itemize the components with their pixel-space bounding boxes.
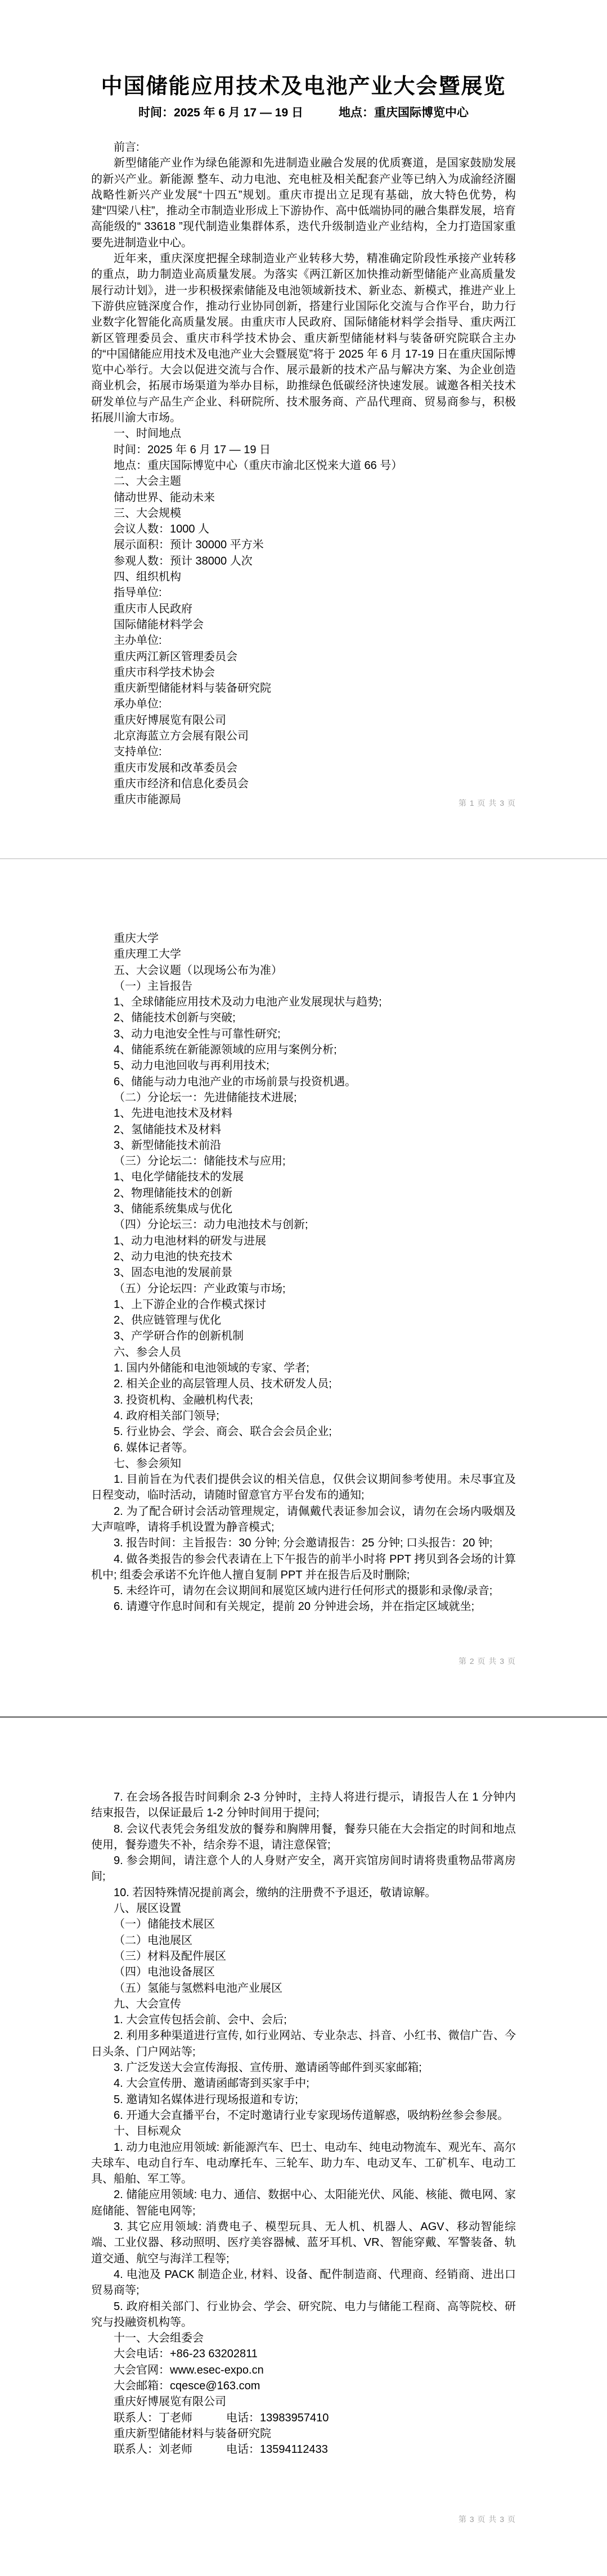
paragraph-line: 八、展区设置 bbox=[114, 1902, 181, 1915]
paragraph-line: 近年来，重庆深度把握全球制造业产业转移大势，精准确定阶段性承接产业转移的重点，助力制造业高质量发展。为落实《两江新区加快推动新型储能产业高质量发展行动计划》，进一步积极探索储能及电池领域新技术、新业态、新模式，推进产业上下游供应链深度合作，推动行业协同创新，搭建行业国际化交流与合作平台，助力行业数字化智能化高质量发展。由重庆市人民政府、国际储能材料学会指导、重庆两江新区管理委员会、重庆市科学技术协会、重庆新型储能材料与装备研究院联合主办的“中国储能应用技术及电池产业大会暨展览”将于 2025 年 6 月 17-19 日在重庆国际博览中心举行。大会以促进交流与合作、展示最新的技术产品与解决方案、为企业创造商业机会，拓展市场渠道为举办目标，助推绿色低碳经济快速发展。诚邀各相关技术研发单位与产品生产企业、科研院所、技术服务商、产品代理商、贸易商参与，积极拓展川渝大市场。 bbox=[91, 252, 516, 425]
paragraph-line: 重庆市科学技术协会 bbox=[114, 666, 215, 679]
paragraph-line: 3. 报告时间：主旨报告：30 分钟; 分会邀请报告：25 分钟; 口头报告：20 钟; bbox=[114, 1537, 493, 1550]
paragraph-line: 5. 未经许可，请勿在会议期间和展览区域内进行任何形式的摄影和录像/录音; bbox=[114, 1585, 493, 1598]
paragraph-line: 1. 目前旨在为代表们提供会议的相关信息，仅供会议期间参考使用。未尽事宜及日程变动，临时活动，请随时留意官方平台发布的通知; bbox=[91, 1473, 516, 1502]
paragraph-line: 4. 政府相关部门领导; bbox=[114, 1409, 219, 1422]
paragraph-line: 3. 投资机构、金融机构代表; bbox=[114, 1393, 253, 1406]
page-3-body bbox=[91, 1718, 516, 2457]
paragraph-line: 十、目标观众 bbox=[114, 2125, 181, 2138]
paragraph-line: 2、储能技术创新与突破; bbox=[114, 1012, 236, 1025]
paragraph-line: 指导单位: bbox=[114, 587, 162, 599]
paragraph-line: 4、储能系统在新能源领域的应用与案例分析; bbox=[114, 1044, 337, 1057]
paragraph-line: 2. 相关企业的高层管理人员、技术研发人员; bbox=[114, 1378, 332, 1391]
document-subtitle: 时间：2025 年 6 月 17 — 19 日 地点：重庆国际博览中心 bbox=[138, 106, 469, 119]
paragraph-line: 主办单位: bbox=[114, 634, 162, 647]
paragraph-line: 会议人数：1000 人 bbox=[114, 523, 210, 536]
paragraph-line: 2. 为了配合研讨会活动管理规定，请佩戴代表证参加会议，请勿在会场内吸烟及大声喧哗，请将手机设置为静音模式; bbox=[91, 1505, 516, 1533]
paragraph-line: 3、产学研合作的创新机制 bbox=[114, 1330, 244, 1343]
paragraph-line: 6. 媒体记者等。 bbox=[114, 1441, 194, 1454]
paragraph-line: （二）电池展区 bbox=[114, 1934, 192, 1947]
paragraph-line: 4. 大会宣传册、邀请函邮寄到买家手中; bbox=[114, 2077, 309, 2090]
page-2-content bbox=[0, 859, 607, 1615]
paragraph-line: （一）储能技术展区 bbox=[114, 1918, 215, 1931]
page-1-body bbox=[91, 139, 516, 807]
paragraph-line: 三、大会规模 bbox=[114, 507, 181, 520]
paragraph-line: 3. 其它应用领域: 消费电子、模型玩具、无人机、机器人、AGV、移动智能综端、工业仪器、移动照明、医疗美容器械、蓝牙耳机、VR、智能穿戴、军警装备、轨道交通、航空与海洋工程等; bbox=[91, 2221, 516, 2265]
page-number-footer: 第 1 页 共 3 页 bbox=[458, 798, 516, 807]
paragraph-line: 重庆理工大学 bbox=[114, 948, 181, 961]
paragraph-line: 国际储能材料学会 bbox=[114, 618, 204, 631]
paragraph-line: 地点：重庆国际博览中心（重庆市渝北区悦来大道 66 号） bbox=[114, 459, 403, 472]
paragraph-line: 9. 参会期间，请注意个人的人身财产安全，离开宾馆房间时请将贵重物品带离房间; bbox=[91, 1855, 516, 1883]
paragraph-line: 承办单位: bbox=[114, 698, 162, 711]
paragraph-line: 7. 在会场各报告时间剩余 2-3 分钟时，主持人将进行提示，请报告人在 1 分钟内结束报告，以保证最后 1-2 分钟时间用于提问; bbox=[91, 1791, 516, 1820]
paragraph-line: 九、大会宣传 bbox=[114, 1997, 181, 2010]
paragraph-line: 六、参会人员 bbox=[114, 1346, 181, 1359]
paragraph-line: 5. 行业协会、学会、商会、联合会会员企业; bbox=[114, 1425, 332, 1438]
paragraph-line: （一）主旨报告 bbox=[114, 980, 192, 992]
paragraph-line: 2、氢储能技术及材料 bbox=[114, 1123, 222, 1136]
paragraph-line: （五）氢能与氢燃料电池产业展区 bbox=[114, 1982, 282, 1995]
paragraph-line: 5. 邀请知名媒体进行现场报道和专访; bbox=[114, 2093, 298, 2106]
paragraph-line: 1. 国内外储能和电池领域的专家、学者; bbox=[114, 1362, 309, 1375]
paragraph-line: 参观人数：预计 38000 人次 bbox=[114, 554, 253, 567]
paragraph-line: 2、供应链管理与优化 bbox=[114, 1314, 222, 1327]
paragraph-line: 重庆新型储能材料与装备研究院 bbox=[114, 2427, 271, 2440]
page-3 bbox=[0, 1716, 607, 2574]
paragraph-line: 储动世界、能动未来 bbox=[114, 491, 215, 504]
paragraph-line: 3、新型储能技术前沿 bbox=[114, 1139, 222, 1152]
paragraph-line: 重庆大学 bbox=[114, 932, 159, 945]
paragraph-line: （五）分论坛四：产业政策与市场; bbox=[114, 1282, 286, 1295]
paragraph-line: （二）分论坛一：先进储能技术进展; bbox=[114, 1091, 297, 1104]
paragraph-line: 4. 电池及 PACK 制造企业, 材料、设备、配件制造商、代理商、经销商、进出口贸易商等; bbox=[91, 2268, 516, 2297]
page-number-footer: 第 3 页 共 3 页 bbox=[458, 2515, 516, 2524]
paragraph-line: 3、固态电池的发展前景 bbox=[114, 1266, 233, 1279]
paragraph-line: 二、大会主题 bbox=[114, 475, 181, 488]
paragraph-line: 2. 储能应用领域: 电力、通信、数据中心、太阳能光伏、风能、核能、微电网、家庭储能、智能电网等; bbox=[91, 2189, 516, 2217]
page-1-content bbox=[0, 0, 607, 807]
paragraph-line: 一、时间地点 bbox=[114, 427, 181, 440]
paragraph-line: （四）电池设备展区 bbox=[114, 1966, 215, 1979]
paragraph-line: （三）材料及配件展区 bbox=[114, 1950, 226, 1963]
paragraph-line: 重庆市发展和改革委员会 bbox=[114, 761, 237, 774]
paragraph-line: 1、动力电池材料的研发与进展 bbox=[114, 1234, 267, 1247]
paragraph-line: 联系人：刘老师 电话：13594112433 bbox=[114, 2443, 328, 2456]
paragraph-line: （四）分论坛三：动力电池技术与创新; bbox=[114, 1219, 308, 1231]
paragraph-line: 重庆好博展览有限公司 bbox=[114, 2395, 226, 2408]
paragraph-line: 3、动力电池安全性与可靠性研究; bbox=[114, 1027, 281, 1040]
paragraph-line: 重庆两江新区管理委员会 bbox=[114, 650, 237, 663]
paragraph-line: 1、上下游企业的合作模式探讨 bbox=[114, 1298, 267, 1311]
paragraph-line: 重庆市经济和信息化委员会 bbox=[114, 777, 249, 790]
paragraph-line: 五、大会议题（以现场公布为准） bbox=[114, 964, 282, 977]
paragraph-line: 联系人：丁老师 电话：13983957410 bbox=[114, 2411, 329, 2424]
paragraph-line: 10. 若因特殊情况提前离会，缴纳的注册费不予退还，敬请谅解。 bbox=[114, 1886, 437, 1899]
page-2-body bbox=[91, 859, 516, 1615]
paragraph-line: 2、物理储能技术的创新 bbox=[114, 1187, 233, 1199]
paragraph-line: 1、电化学储能技术的发展 bbox=[114, 1171, 244, 1184]
paragraph-line: 1、先进电池技术及材料 bbox=[114, 1107, 233, 1120]
paragraph-line: 3. 广泛发送大会宣传海报、宣传册、邀请函等邮件到买家邮箱; bbox=[114, 2061, 422, 2074]
paragraph-line: 北京海蓝立方会展有限公司 bbox=[114, 729, 249, 742]
paragraph-line: 重庆新型储能材料与装备研究院 bbox=[114, 682, 271, 695]
paragraph-line: 2、动力电池的快充技术 bbox=[114, 1250, 233, 1263]
paragraph-line: 大会官网：www.esec-expo.cn bbox=[114, 2363, 264, 2376]
paragraph-line: 重庆好博展览有限公司 bbox=[114, 714, 226, 727]
paragraph-line: 6. 开通大会直播平台，不定时邀请行业专家现场传道解惑，吸纳粉丝参会参展。 bbox=[114, 2109, 509, 2122]
page-2 bbox=[0, 858, 607, 1716]
paragraph-line: 新型储能产业作为绿色能源和先进制造业融合发展的优质赛道，是国家鼓励发展的新兴产业。新能源 整车、动力电池、充电桩及相关配套产业等已纳入为成渝经济圈战略性新兴产业发展“十四五”规划。重庆市提出立足现有基础，放大特色优势，构建“四梁八柱”，推动全市制造业形成上下游协作、高中低端协同的融合集群发展，培育高能级的“ 33618 ”现代制造业集群体系，迭代升级制造业产业结构，全力打造国家重要先进制造业中心。 bbox=[91, 157, 516, 249]
paragraph-line: 5、动力电池回收与再利用技术; bbox=[114, 1059, 269, 1072]
paragraph-line: 四、组织机构 bbox=[114, 571, 181, 584]
page-3-content bbox=[0, 1718, 607, 2457]
paragraph-line: （三）分论坛二：储能技术与应用; bbox=[114, 1155, 286, 1168]
document-title: 中国储能应用技术及电池产业大会暨展览 bbox=[101, 75, 506, 98]
paragraph-line: 支持单位: bbox=[114, 746, 162, 759]
page-1 bbox=[0, 0, 607, 858]
paragraph-line: 4. 做各类报告的参会代表请在上下午报告的前半小时将 PPT 拷贝到各会场的计算机中; 组委会承诺不允许他人擅自复制 PPT 并在报告后及时删除; bbox=[91, 1553, 516, 1581]
page-number-footer: 第 2 页 共 3 页 bbox=[458, 1657, 516, 1666]
paragraph-line: 1、全球储能应用技术及动力电池产业发展现状与趋势; bbox=[114, 996, 382, 1009]
paragraph-line: 1. 动力电池应用领域: 新能源汽车、巴士、电动车、纯电动物流车、观光车、高尔夫球车、电动自行车、电动摩托车、三轮车、助力车、电动叉车、工矿机车、电动工具、船舶、军工等。 bbox=[91, 2141, 516, 2186]
paragraph-line: 重庆市能源局 bbox=[114, 793, 181, 806]
paragraph-line: 大会电话：+86-23 63202811 bbox=[114, 2348, 258, 2361]
paragraph-line: 重庆市人民政府 bbox=[114, 602, 192, 615]
paragraph-line: 6. 请遵守作息时间和有关规定，提前 20 分钟进会场，并在指定区域就坐; bbox=[114, 1600, 475, 1613]
paragraph-line: 6、储能与动力电池产业的市场前景与投资机遇。 bbox=[114, 1075, 357, 1088]
paragraph-line: 十一、大会组委会 bbox=[114, 2332, 204, 2345]
paragraph-line: 2. 利用多种渠道进行宣传, 如行业网站、专业杂志、抖音、小红书、微信广告、今日头条、门户网站等; bbox=[91, 2029, 516, 2058]
paragraph-line: 1. 大会宣传包括会前、会中、会后; bbox=[114, 2014, 287, 2027]
paragraph-line: 前言: bbox=[114, 141, 140, 154]
paragraph-line: 展示面积：预计 30000 平方米 bbox=[114, 539, 264, 552]
paragraph-line: 8. 会议代表凭会务组发放的餐券和胸牌用餐，餐券只能在大会指定的时间和地点使用，餐券遗失不补，结余券不退，请注意保管; bbox=[91, 1822, 516, 1851]
paragraph-line: 时间：2025 年 6 月 17 — 19 日 bbox=[114, 443, 271, 456]
paragraph-line: 5. 政府相关部门、行业协会、学会、研究院、电力与储能工程商、高等院校、研究与投融资机构等。 bbox=[91, 2300, 516, 2329]
paragraph-line: 3、储能系统集成与优化 bbox=[114, 1203, 233, 1216]
paragraph-line: 七、参会须知 bbox=[114, 1457, 181, 1470]
paragraph-line: 大会邮箱：cqesce@163.com bbox=[114, 2379, 260, 2392]
